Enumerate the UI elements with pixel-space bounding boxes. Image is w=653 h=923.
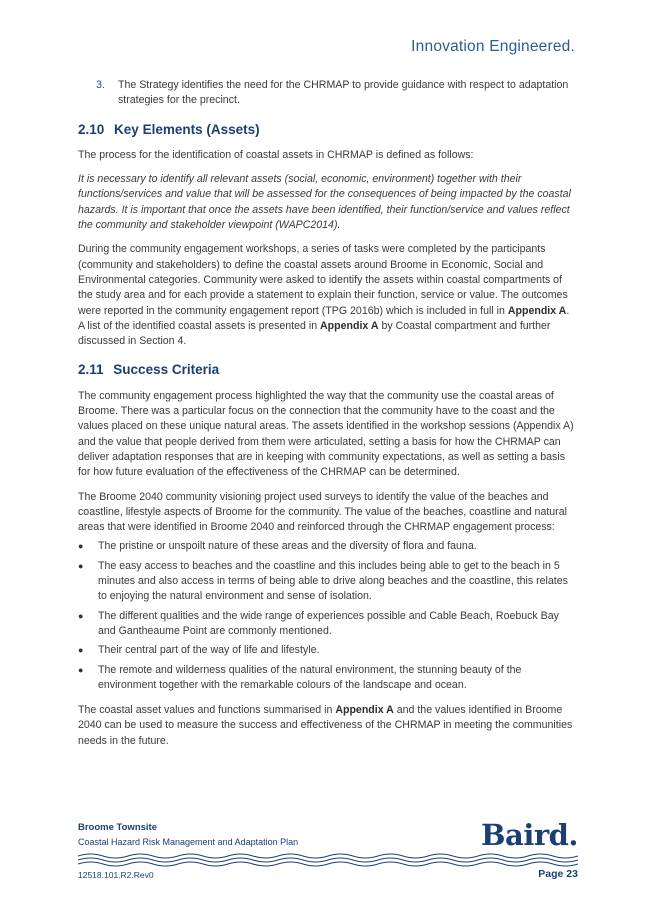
- bullet-icon: ●: [78, 664, 84, 675]
- appendix-reference: Appendix A: [320, 319, 379, 332]
- item-number: 3.: [96, 79, 105, 91]
- section-number: 2.11: [78, 362, 104, 378]
- section-title: Success Criteria: [113, 362, 220, 378]
- list-item: [78, 643, 576, 658]
- list-item-text: The easy access to beaches and the coastline and this includes being able to get to the beach in 5 minutes and also access in terms of being able to drive along beaches and the coastline, this relates to enjoying the natural environment and sense of isolation.: [98, 559, 568, 603]
- baird-logo: Baird.: [481, 818, 578, 852]
- paragraph: The community engagement process highlighted the way that the community use the coastal areas of Broome. There was a particular focus on the connection that the community have to the coast and the values placed on these unique natural areas. The assets identified in the workshop sessions (Appendix A) and the value that people derived from them were articulated, setting a basis for how the CHRMAP can deliver adaptation responses that are in keeping with community expectations, as well as setting a basis for how future evaluation of the effectiveness of the CHRMAP can be determined.: [78, 389, 574, 479]
- numbered-item: [96, 78, 576, 109]
- text-run: and the values identified in Broome 2040 can be used to measure the success and effectiveness of the CHRMAP in meeting the communities needs in the future.: [78, 704, 573, 747]
- list-item-text: The pristine or unspoilt nature of these areas and the diversity of flora and fauna.: [98, 540, 477, 553]
- section-title: Key Elements (Assets): [114, 121, 260, 137]
- list-item-text: The remote and wilderness qualities of the natural environment, the stunning beauty of the environment together with the remarkable colours of the landscape and ocean.: [98, 663, 522, 691]
- item-text: The Strategy identifies the need for the CHRMAP to provide guidance with respect to adaptation strategies for the precinct.: [118, 79, 569, 107]
- page-footer: [78, 818, 578, 880]
- bullet-icon: ●: [78, 560, 84, 571]
- text-run: by Coastal compartment and further discussed in Section 4.: [78, 319, 551, 348]
- document-code: 12518.101.R2.Rev0: [78, 870, 154, 880]
- bullet-icon: ●: [78, 541, 84, 552]
- bullet-list: [78, 539, 576, 693]
- wave-divider-icon: [78, 852, 578, 868]
- paragraph: [78, 242, 576, 349]
- footer-title: Broome Townsite: [78, 822, 157, 833]
- text-run: . A list of the identified coastal assets is presented in: [78, 304, 570, 332]
- appendix-reference: Appendix A: [335, 704, 394, 717]
- footer-subtitle: Coastal Hazard Risk Management and Adaptation Plan: [78, 837, 299, 847]
- paragraph: [78, 703, 576, 749]
- paragraph: The Broome 2040 community visioning project used surveys to identify the value of the beaches and coastline, lifestyle aspects of Broome for the community. The value of the beaches, coastline and natural areas that were identified in Broome 2040 and reinforced through the CHRMAP engagement process:: [78, 490, 567, 534]
- quote-paragraph: It is necessary to identify all relevant assets (social, economic, environment) together with their functions/services and value that will be assessed for the consequences of being impacted by the coastal hazards. It is important that once the assets have been identified, their function/service and values reflect the community and stakeholder viewpoint (WAPC2014).: [78, 173, 571, 232]
- text-run: The coastal asset values and functions summarised in: [78, 704, 336, 717]
- section-heading-2-11: [78, 362, 576, 377]
- list-item: [78, 539, 576, 554]
- bullet-icon: ●: [78, 610, 84, 621]
- list-item-text: Their central part of the way of life and lifestyle.: [98, 644, 320, 657]
- page-content: [78, 78, 576, 758]
- list-item-text: The different qualities and the wide range of experiences possible and Cable Beach, Roebuck Bay and Gantheaume Point are commonly mentioned.: [98, 609, 559, 637]
- bullet-icon: ●: [78, 645, 84, 656]
- page-number: Page 23: [538, 868, 578, 880]
- header-tagline: Innovation Engineered.: [411, 38, 575, 55]
- section-number: 2.10: [78, 121, 105, 137]
- paragraph: The process for the identification of coastal assets in CHRMAP is defined as follows:: [78, 148, 474, 161]
- list-item: [78, 663, 576, 694]
- section-heading-2-10: [78, 122, 576, 137]
- text-run: During the community engagement workshops, a series of tasks were completed by the participants (community and stakeholders) to define the coastal assets around Broome in Economic, Social and Environmental categories. Community were asked to identify the assets within coastal compartments of the study area and for each provide a statement to explain their function, service or value. The outcomes were reported in the community engagement report (TPG 2016b) which is included in full in: [78, 243, 568, 317]
- list-item: [78, 559, 576, 605]
- list-item: [78, 609, 576, 640]
- appendix-reference: Appendix A: [507, 304, 567, 317]
